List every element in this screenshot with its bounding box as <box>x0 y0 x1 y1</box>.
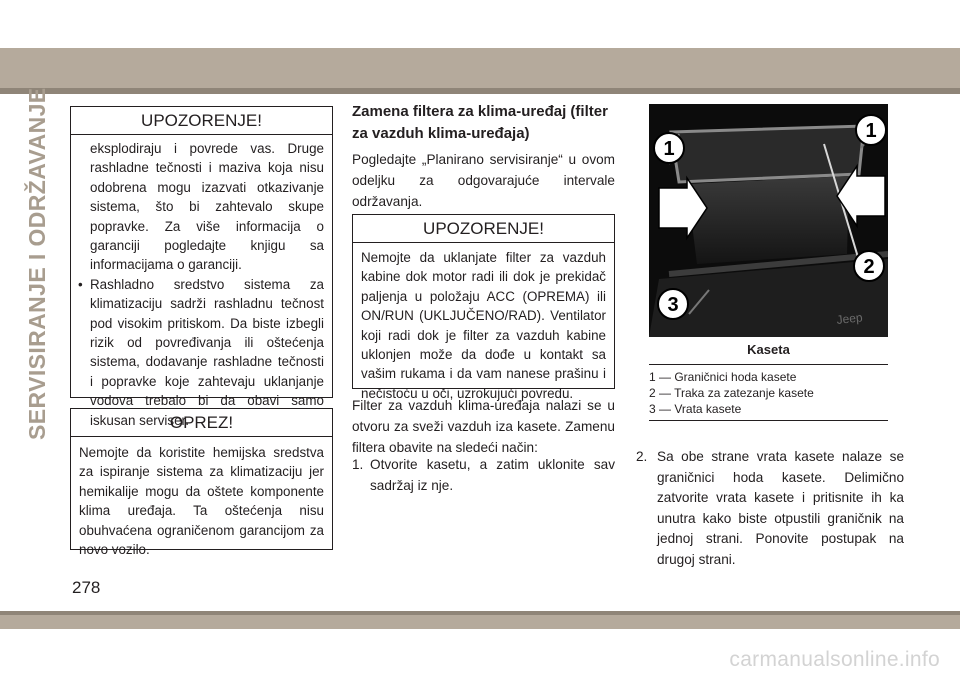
caution-box-title: OPREZ! <box>71 409 332 437</box>
callout-1-right-label: 1 <box>865 120 877 142</box>
header-band <box>0 48 960 88</box>
section-title: SERVISIRANJE I ODRŽAVANJE <box>24 87 50 440</box>
step-1-number: 1. <box>352 457 364 472</box>
section-heading <box>352 101 622 145</box>
warning-box-1-body <box>71 135 332 430</box>
legend-item: 2 — Traka za zatezanje kasete <box>649 386 814 400</box>
figure-caption: Kaseta <box>747 342 790 357</box>
header-band-rule <box>0 88 960 94</box>
step-2 <box>636 447 904 570</box>
glovebox-interior <box>687 176 849 264</box>
callout-1-right <box>856 115 886 145</box>
footer-band <box>0 615 960 629</box>
warning-box-2-title: UPOZORENJE! <box>353 215 614 243</box>
section-heading-line-2: za vazduh klima-uređaja) <box>352 125 530 142</box>
callout-2 <box>854 251 884 281</box>
jeep-door-text: Jeep <box>835 310 864 327</box>
figure-legend <box>649 369 814 417</box>
warning-box-2 <box>352 214 615 401</box>
step-2-text: Sa obe strane vrata kasete nalaze se graničnici hoda kasete. Delimično zatvorite vrata kasete i pritisnite ih ka unutra kako biste otpustili graničnik na jednoj strani. Ponovite postupak na drugoj strani. <box>657 449 904 567</box>
watermark: carmanualsonline.info <box>729 648 940 671</box>
body-paragraph: Filter za vazduh klima-uređaja nalazi se u otvoru za sveži vazduh iza kasete. Zamenu filtera obavite na sledeći način: <box>352 398 615 455</box>
page-number: 278 <box>72 578 101 597</box>
callout-3 <box>658 289 688 319</box>
bullet-marker: • <box>78 276 83 292</box>
section-heading-line-1: Zamena filtera za klima-uređaj (filter <box>352 103 608 120</box>
warning-box-1-title: UPOZORENJE! <box>71 107 332 135</box>
step-1-text: Otvorite kasetu, a zatim uklonite sav sadržaj iz nje. <box>370 457 615 493</box>
callout-1-left <box>654 133 684 163</box>
glovebox-illustration <box>649 104 888 337</box>
legend-rule-top <box>649 364 888 365</box>
callout-1-left-label: 1 <box>663 138 675 160</box>
step-1 <box>352 454 615 496</box>
intro-paragraph: Pogledajte „Planirano servisiranje“ u ovom odeljku za odgovarajuće intervale održavanja. <box>352 152 615 209</box>
step-2-number: 2. <box>636 449 648 464</box>
caution-box <box>70 408 333 558</box>
legend-item: 1 — Graničnici hoda kasete <box>649 370 797 384</box>
callout-2-label: 2 <box>863 256 875 278</box>
glovebox-upper-rim <box>671 126 864 182</box>
legend-rule-bottom <box>649 420 888 421</box>
warning-box-1-bullet-item <box>78 275 324 430</box>
caution-box-text: Nemojte da koristite hemijska sredstva za ispiranje sistema za klimatizaciju jer hemikalije mogu da oštete komponente klima uređaja. Ta oštećenja nisu obuhvaćena ograničenom garancijom za novo vozilo. <box>79 445 324 558</box>
top-margin <box>0 0 960 48</box>
callout-3-label: 3 <box>667 294 679 316</box>
glovebox-photo <box>649 104 888 337</box>
warning-box-1-bullet-text: Rashladno sredstvo sistema za klimatizaciju sadrži rashladnu tečnost pod visokim pritiskom. Da biste izbegli rizik od povređivanja ili oštećenja sistema, dodavanje rashladne tečnosti i popravke koje zahtevaju uklanjanje vodova trebalo bi da obavi samo iskusan serviser. <box>90 276 324 428</box>
legend-item: 3 — Vrata kasete <box>649 402 742 416</box>
warning-box-1-continued-text: eksplodiraju i povrede vas. Druge rashladne tečnosti i maziva koja nisu odobrena mogu izazvati otkazivanje sistema, što bi zahtevalo skupe popravke. Za više informacija o garanciji pogledajte knjigu sa informacijama o garanciji. <box>90 141 324 273</box>
warning-box-2-text: Nemojte da uklanjate filter za vazduh kabine dok motor radi ili dok je prekidač paljenja u položaju ACC (OPREMA) ili ON/RUN (UKLJUČENO/RAD). Ventilator koji radi dok je filter za vazduh kabine uklonjen može da dođe u kontakt sa vašim rukama i da vam nanese prašinu i nečistoću u oči, uzrokujući povredu. <box>361 250 606 401</box>
